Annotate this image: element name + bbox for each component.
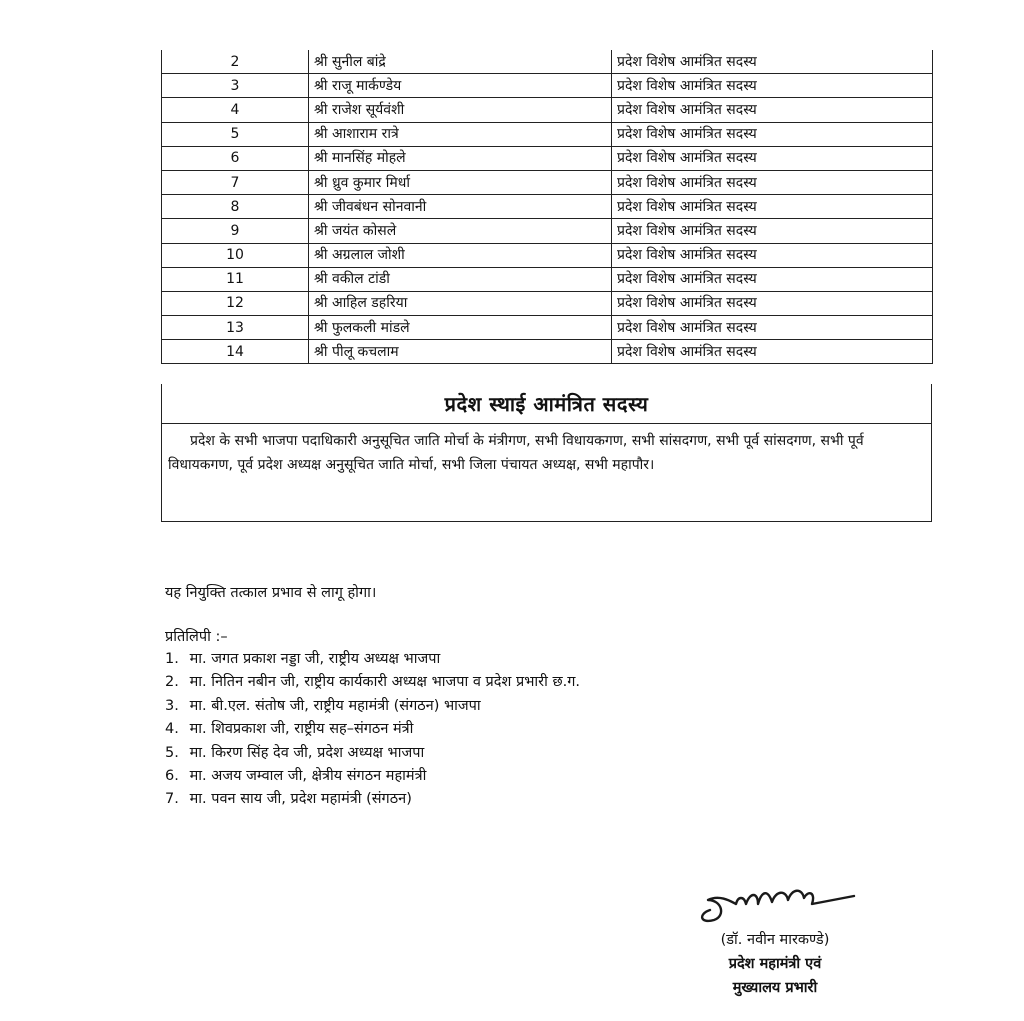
member-name: श्री पीलू कचलाम [309,340,612,364]
serial-number: 6 [162,146,309,170]
list-text: मा. किरण सिंह देव जी, प्रदेश अध्यक्ष भाजपा [189,744,425,761]
list-text: मा. नितिन नबीन जी, राष्ट्रीय कार्यकारी अध्यक्ष भाजपा व प्रदेश प्रभारी छ.ग. [189,674,581,691]
member-name: श्री आशाराम रात्रे [309,122,612,146]
copy-to-heading: प्रतिलिपी :– [165,629,228,645]
member-role: प्रदेश विशेष आमंत्रित सदस्य [612,291,933,315]
member-role: प्रदेश विशेष आमंत्रित सदस्य [612,146,933,170]
table-row [162,74,933,98]
table-row [162,146,933,170]
serial-number: 10 [162,243,309,267]
member-role: प्रदेश विशेष आमंत्रित सदस्य [612,98,933,122]
table-row [162,243,933,267]
list-item [165,648,580,671]
serial-number: 14 [162,340,309,364]
table-row [162,122,933,146]
list-number: 1. [165,651,179,667]
list-number: 7. [165,791,179,808]
list-number: 3. [165,697,179,714]
list-number: 2. [165,674,179,691]
member-role: प्रदेश विशेष आमंत्रित सदस्य [612,219,933,243]
section-description: प्रदेश के सभी भाजपा पदाधिकारी अनुसूचित जाति मोर्चा के मंत्रीगण, सभी विधायकगण, सभी सांसदगण, सभी पूर्व सांसदगण, सभी पूर्व विधायकगण, पूर्व प्रदेश अध्यक्ष अनुसूचित जाति मोर्चा, सभी जिला पंचायत अध्यक्ष, सभी महापौर। [168,433,864,473]
signatory-designation: प्रदेश महामंत्री एवं [728,956,822,972]
table-row [162,316,933,340]
serial-number: 5 [162,122,309,146]
members-table [161,50,933,364]
signatory-block [670,928,880,1000]
table-row [162,219,933,243]
effect-notice: यह नियुक्ति तत्काल प्रभाव से लागू होगा। [165,585,377,601]
member-role: प्रदेश विशेष आमंत्रित सदस्य [612,195,933,219]
member-role: प्रदेश विशेष आमंत्रित सदस्य [612,243,933,267]
member-role: प्रदेश विशेष आमंत्रित सदस्य [612,316,933,340]
table-row [162,50,933,74]
serial-number: 13 [162,316,309,340]
list-item [165,671,580,694]
table-row [162,195,933,219]
copy-to-list [165,648,580,812]
serial-number: 3 [162,74,309,98]
section-title-row [162,384,931,424]
member-name: श्री जयंत कोसले [309,219,612,243]
member-name: श्री आहिल डहरिया [309,291,612,315]
member-name: श्री सुनील बांद्रे [309,50,612,74]
serial-number: 11 [162,267,309,291]
list-text: मा. शिवप्रकाश जी, राष्ट्रीय सह–संगठन मंत्री [189,721,414,738]
members-table-body [162,50,933,364]
member-role: प्रदेश विशेष आमंत्रित सदस्य [612,50,933,74]
list-text: मा. बी.एल. संतोष जी, राष्ट्रीय महामंत्री (संगठन) भाजपा [189,697,481,714]
table-row [162,170,933,194]
serial-number: 2 [162,50,309,74]
section-title: प्रदेश स्थाई आमंत्रित सदस्य [444,392,649,416]
member-name: श्री राजू मार्कण्डेय [309,74,612,98]
member-name: श्री अग्रलाल जोशी [309,243,612,267]
list-number: 4. [165,721,179,738]
list-number: 6. [165,768,179,785]
table-row [162,98,933,122]
serial-number: 7 [162,170,309,194]
handwritten-signature [696,878,856,928]
list-item [165,765,580,788]
table-row [162,267,933,291]
list-text: मा. पवन साय जी, प्रदेश महामंत्री (संगठन) [189,791,412,808]
list-item [165,788,580,811]
list-number: 5. [165,744,179,761]
list-item [165,742,580,765]
serial-number: 8 [162,195,309,219]
member-role: प्रदेश विशेष आमंत्रित सदस्य [612,170,933,194]
serial-number: 12 [162,291,309,315]
member-name: श्री फुलकली मांडले [309,316,612,340]
list-item [165,718,580,741]
serial-number: 9 [162,219,309,243]
member-role: प्रदेश विशेष आमंत्रित सदस्य [612,340,933,364]
serial-number: 4 [162,98,309,122]
signatory-office: मुख्यालय प्रभारी [732,980,818,996]
member-name: श्री मानसिंह मोहले [309,146,612,170]
member-role: प्रदेश विशेष आमंत्रित सदस्य [612,74,933,98]
signatory-name: (डॉ. नवीन मारकण्डे) [720,932,830,948]
list-text: मा. जगत प्रकाश नड्डा जी, राष्ट्रीय अध्यक्ष भाजपा [189,651,441,667]
member-name: श्री ध्रुव कुमार मिर्धा [309,170,612,194]
member-role: प्रदेश विशेष आमंत्रित सदस्य [612,267,933,291]
member-name: श्री जीवबंधन सोनवानी [309,195,612,219]
member-name: श्री राजेश सूर्यवंशी [309,98,612,122]
table-row [162,291,933,315]
member-name: श्री वकील टांडी [309,267,612,291]
table-row [162,340,933,364]
member-role: प्रदेश विशेष आमंत्रित सदस्य [612,122,933,146]
permanent-invitees-section [161,384,932,522]
list-text: मा. अजय जम्वाल जी, क्षेत्रीय संगठन महामंत्री [189,768,427,785]
list-item [165,695,580,718]
